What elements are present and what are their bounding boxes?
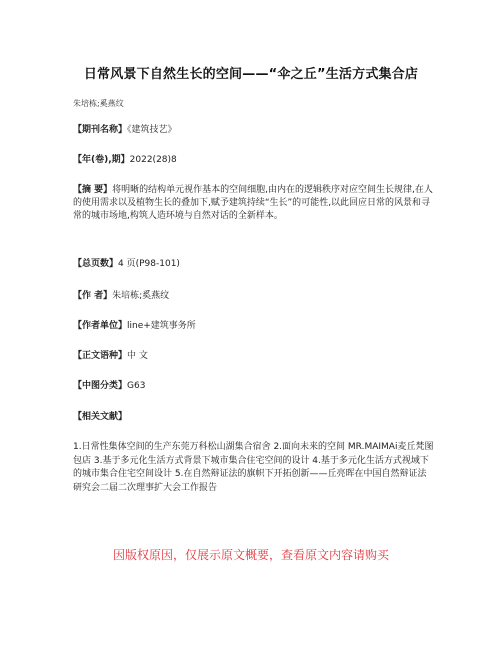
author-line: 朱培栋;奚燕纹 bbox=[73, 99, 124, 108]
journal-field bbox=[73, 124, 177, 137]
affiliation-field bbox=[73, 320, 196, 333]
clc-label: 【中图分类】 bbox=[73, 381, 128, 391]
clc-field bbox=[73, 380, 145, 393]
language-value: 中 文 bbox=[127, 351, 148, 361]
affiliation-value: line+建筑事务所 bbox=[127, 321, 196, 331]
author-field bbox=[73, 290, 169, 303]
clc-value: G63 bbox=[127, 381, 146, 391]
year-label: 【年(卷),期】 bbox=[73, 155, 130, 165]
language-label: 【正文语种】 bbox=[73, 351, 128, 361]
pages-field bbox=[73, 258, 180, 271]
affiliation-label: 【作者单位】 bbox=[73, 321, 128, 331]
abstract-label: 【摘 要】 bbox=[73, 185, 113, 195]
author-label: 【作 者】 bbox=[73, 291, 113, 301]
language-field bbox=[73, 350, 148, 363]
abstract-field bbox=[73, 184, 433, 223]
related-label: 【相关文献】 bbox=[73, 412, 128, 422]
article-title: 日常风景下自然生长的空间——“伞之丘”生活方式集合店 bbox=[83, 67, 419, 82]
journal-label: 【期刊名称】 bbox=[73, 125, 128, 135]
year-value: 2022(28)8 bbox=[129, 155, 177, 165]
reference-list: 1.日常性集体空间的生产东莞万科松山湖集合宿舍 2.面向未来的空间 MR.MAIMAi麦丘梵图包店 3.基于多元化生活方式背景下城市集合住宅空间的设计 4.基于多元化生活方式视域下的城市集合住宅空间设计 5.在自然辩证法的旗帜下开拓创新——丘亮晖在中国自然辩证法研究会二届二次理事扩大会工作报告 bbox=[73, 442, 434, 493]
author-value: 朱培栋;奚燕纹 bbox=[112, 291, 170, 301]
related-field bbox=[73, 411, 127, 424]
year-field bbox=[73, 154, 177, 167]
pages-label: 【总页数】 bbox=[73, 259, 119, 269]
abstract-value: 将明晰的结构单元视作基本的空间细胞,由内在的逻辑秩序对应空间生长规律,在人的使用需求以及植物生长的叠加下,赋予建筑持续“生长”的可能性,以此回应日常的风景和寻常的城市场地,构筑人造环境与自然对话的全新样本。 bbox=[73, 185, 433, 221]
pages-value: 4 页(P98-101) bbox=[118, 259, 180, 269]
copyright-notice: 因版权原因，仅展示原文概要，查看原文内容请购买 bbox=[112, 548, 389, 562]
journal-value: 《建筑技艺》 bbox=[127, 125, 177, 135]
